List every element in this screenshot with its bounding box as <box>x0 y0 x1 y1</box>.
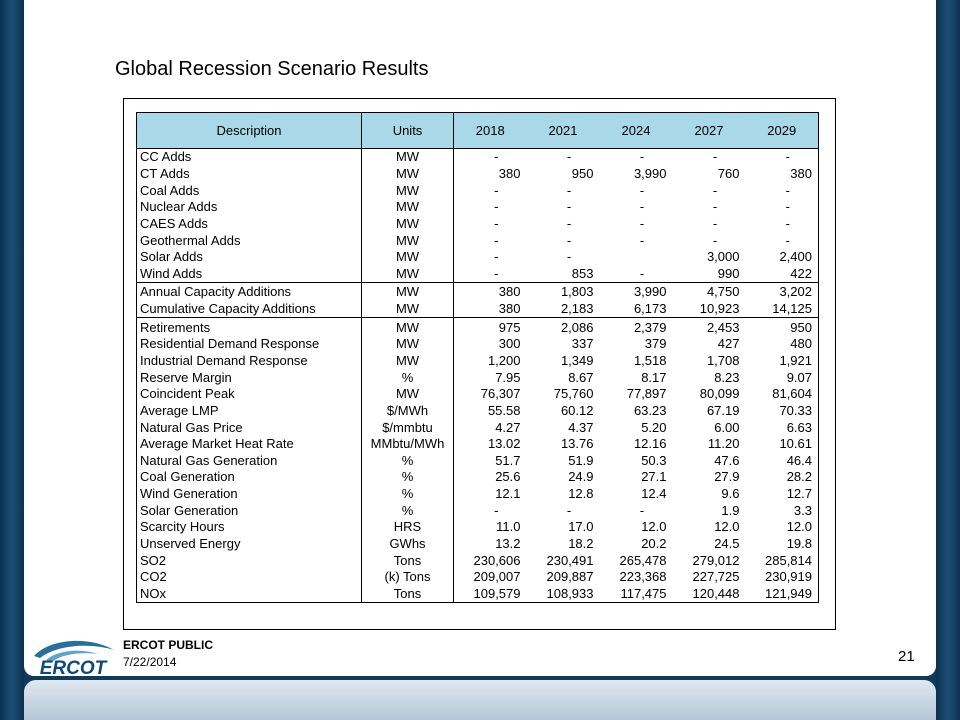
row-units: MW <box>362 182 454 199</box>
row-value-2021: 209,887 <box>546 569 594 585</box>
header-description: Description <box>137 113 362 149</box>
row-value-2021: - <box>566 502 572 518</box>
row-value-2021: 4.37 <box>568 419 594 435</box>
row-value-2027: 120,448 <box>673 586 746 603</box>
row-value-2029: 480 <box>746 336 819 353</box>
row-value-2024: 5.20 <box>641 419 667 435</box>
table-row <box>137 353 819 370</box>
row-value-2024: - <box>639 215 645 231</box>
row-value-2018: - <box>494 199 499 215</box>
row-value-2029: 46.4 <box>746 453 819 470</box>
row-units: % <box>362 486 454 503</box>
row-value-2021: 230,491 <box>546 552 594 568</box>
header-year-2027: 2027 <box>673 113 746 149</box>
row-units: GWhs <box>362 536 454 553</box>
row-value-2018: 51.7 <box>495 452 521 468</box>
row-description: Coal Adds <box>137 182 362 199</box>
row-value-2029: 14,125 <box>746 301 819 318</box>
row-value-2029: 380 <box>746 166 819 183</box>
row-value-2021: 1,349 <box>560 353 594 368</box>
row-units: MW <box>362 336 454 353</box>
row-units: Tons <box>362 586 454 603</box>
table-row <box>137 249 819 266</box>
row-value-2021: 13.76 <box>560 436 594 452</box>
table-row <box>137 199 819 216</box>
row-value-2018: - <box>494 249 499 265</box>
row-value-2024: 12.0 <box>641 519 667 535</box>
row-units: MW <box>362 265 454 282</box>
row-value-2029: 422 <box>746 265 819 282</box>
row-description: Natural Gas Price <box>137 419 362 436</box>
row-value-2029: 28.2 <box>746 469 819 486</box>
row-value-2024: - <box>639 502 645 518</box>
row-value-2027: 67.19 <box>706 402 740 418</box>
row-value-2018: - <box>494 232 499 248</box>
table-row <box>137 386 819 403</box>
row-value-2018: - <box>494 215 499 231</box>
row-value-2021: 1,803 <box>560 284 594 300</box>
row-value-2027: 9.6 <box>721 486 740 502</box>
row-value-2029: 1,921 <box>746 353 819 370</box>
row-value-2024: 27.1 <box>641 469 667 485</box>
row-value-2018: 975 <box>498 319 521 335</box>
row-description: Unserved Energy <box>137 536 362 553</box>
results-table <box>136 112 819 603</box>
table-body <box>137 149 819 603</box>
row-value-2018: - <box>494 182 499 198</box>
row-value-2021: - <box>566 182 572 198</box>
row-value-2021: 853 <box>527 265 600 282</box>
row-value-2029: 19.8 <box>746 536 819 553</box>
table-row <box>137 552 819 569</box>
row-units: MW <box>362 199 454 216</box>
row-units: MW <box>362 301 454 318</box>
row-value-2021: 51.9 <box>568 452 594 468</box>
row-units: HRS <box>362 519 454 536</box>
row-value-2029: 9.07 <box>746 369 819 386</box>
row-description: Coal Generation <box>137 469 362 486</box>
row-value-2024: 223,368 <box>619 569 667 585</box>
row-value-2024: - <box>639 149 645 165</box>
row-value-2027: 24.5 <box>714 536 740 552</box>
row-units: % <box>362 502 454 519</box>
row-description: Residential Demand Response <box>137 336 362 353</box>
row-value-2027: 12.0 <box>714 519 740 535</box>
row-description: Average Market Heat Rate <box>137 436 362 453</box>
row-units: MW <box>362 386 454 403</box>
row-value-2018: 230,606 <box>473 552 521 568</box>
table-row <box>137 369 819 386</box>
row-value-2027: 8.23 <box>714 369 740 385</box>
row-units: $/mmbtu <box>362 419 454 436</box>
row-value-2021: 18.2 <box>568 536 594 552</box>
table-row <box>137 232 819 249</box>
table-row <box>137 149 819 166</box>
row-units: Tons <box>362 552 454 569</box>
table-row <box>137 569 819 586</box>
row-value-2018: 380 <box>454 301 527 318</box>
row-units: % <box>362 469 454 486</box>
row-value-2029: - <box>746 216 819 233</box>
row-description: CO2 <box>137 569 362 586</box>
row-value-2021: 24.9 <box>568 469 594 485</box>
row-description: Solar Adds <box>137 249 362 266</box>
row-units: MW <box>362 216 454 233</box>
row-description: Nuclear Adds <box>137 199 362 216</box>
row-description: Scarcity Hours <box>137 519 362 536</box>
row-units: MW <box>362 353 454 370</box>
row-value-2018: 13.2 <box>495 536 521 552</box>
row-value-2024: 77,897 <box>626 386 667 402</box>
row-description: NOx <box>137 586 362 603</box>
ercot-logo <box>28 636 118 680</box>
row-description: Natural Gas Generation <box>137 453 362 470</box>
table-row <box>137 453 819 470</box>
row-value-2029: - <box>746 182 819 199</box>
row-value-2018: 76,307 <box>480 386 521 402</box>
row-value-2027: 2,453 <box>706 319 740 335</box>
row-value-2027: 760 <box>717 165 740 181</box>
row-description: Coincident Peak <box>137 386 362 403</box>
page-number: 21 <box>898 648 915 665</box>
row-value-2021: 950 <box>571 165 594 181</box>
row-value-2021: 2,086 <box>560 319 594 335</box>
footer-band <box>24 680 936 720</box>
row-value-2029: 3.3 <box>746 502 819 519</box>
table-row <box>137 265 819 282</box>
header-year-2018: 2018 <box>454 113 527 149</box>
table-row <box>137 166 819 183</box>
logo-wordmark: ERCOT <box>39 658 107 679</box>
row-value-2027: 227,725 <box>692 569 740 585</box>
row-value-2021: - <box>566 215 572 231</box>
row-units: % <box>362 369 454 386</box>
row-value-2018: 55.58 <box>487 402 521 418</box>
row-value-2018: 300 <box>498 336 521 352</box>
row-value-2024: - <box>639 232 645 248</box>
row-value-2024: 12.16 <box>633 436 667 452</box>
row-description: SO2 <box>137 552 362 569</box>
row-value-2029: 3,202 <box>746 283 819 301</box>
row-value-2018: - <box>494 149 499 165</box>
row-value-2021: - <box>566 249 572 265</box>
row-description: Solar Generation <box>137 502 362 519</box>
row-value-2021: 2,183 <box>527 301 600 318</box>
header-year-2029: 2029 <box>746 113 819 149</box>
row-value-2027: - <box>712 182 718 198</box>
row-value-2029: 10.61 <box>746 436 819 453</box>
row-value-2027: 1,708 <box>706 353 740 368</box>
footer-classification: ERCOT PUBLIC <box>123 638 213 652</box>
row-value-2024: 3,990 <box>633 284 667 300</box>
row-value-2027: 47.6 <box>714 452 740 468</box>
table-row <box>137 536 819 553</box>
row-value-2024: 265,478 <box>619 552 667 568</box>
row-description: Average LMP <box>137 403 362 420</box>
row-units: $/MWh <box>362 403 454 420</box>
row-value-2029: 6.63 <box>746 419 819 436</box>
row-value-2029: - <box>746 149 819 166</box>
row-value-2018: 380 <box>498 165 521 181</box>
row-units: MW <box>362 283 454 301</box>
row-value-2018: 25.6 <box>495 469 521 485</box>
row-description: Wind Adds <box>137 265 362 282</box>
row-value-2018: 11.0 <box>496 519 521 535</box>
row-value-2027: 427 <box>717 336 740 352</box>
row-units: MW <box>362 249 454 266</box>
row-value-2018: 1,200 <box>487 353 521 368</box>
row-value-2029: 70.33 <box>746 403 819 420</box>
row-value-2029: 950 <box>746 318 819 336</box>
row-units: MW <box>362 149 454 166</box>
table-row <box>137 318 819 336</box>
row-value-2029: 12.7 <box>746 486 819 503</box>
row-value-2021: - <box>566 199 572 215</box>
table-row <box>137 403 819 420</box>
row-value-2018: 12.1 <box>495 486 521 502</box>
table-row <box>137 519 819 536</box>
row-value-2024: 379 <box>644 336 667 352</box>
row-value-2027: 990 <box>673 265 746 282</box>
row-value-2021: 337 <box>571 336 594 352</box>
table-header-row <box>137 113 819 149</box>
row-value-2021: 12.8 <box>568 486 594 502</box>
row-value-2024: 6,173 <box>600 301 673 318</box>
row-value-2018: 109,579 <box>454 586 527 603</box>
row-value-2024: 63.23 <box>633 402 667 418</box>
row-value-2024: 50.3 <box>641 452 667 468</box>
left-frame-edge <box>0 0 24 720</box>
row-value-2018: 13.02 <box>487 436 521 452</box>
row-units: MW <box>362 232 454 249</box>
row-value-2024 <box>600 249 673 266</box>
row-value-2024: 20.2 <box>641 536 667 552</box>
row-value-2018: 4.27 <box>495 419 521 435</box>
row-description: Annual Capacity Additions <box>137 283 362 301</box>
row-value-2027: 1.9 <box>721 502 740 518</box>
row-value-2018: 7.95 <box>495 369 521 385</box>
row-description: Geothermal Adds <box>137 232 362 249</box>
row-value-2027: 10,923 <box>673 301 746 318</box>
header-year-2024: 2024 <box>600 113 673 149</box>
row-value-2024: - <box>600 265 673 282</box>
table-row <box>137 301 819 318</box>
footer-date: 7/22/2014 <box>123 655 177 669</box>
row-value-2021: 60.12 <box>560 402 594 418</box>
row-description: CC Adds <box>137 149 362 166</box>
row-value-2018: 209,007 <box>473 569 521 585</box>
row-description: Industrial Demand Response <box>137 353 362 370</box>
slide-title: Global Recession Scenario Results <box>115 58 429 80</box>
row-value-2027: 4,750 <box>706 284 740 300</box>
row-value-2029: 2,400 <box>746 249 819 266</box>
row-value-2024: 3,990 <box>633 165 667 181</box>
header-year-2021: 2021 <box>527 113 600 149</box>
row-value-2027: - <box>712 199 718 215</box>
row-value-2024: - <box>639 182 645 198</box>
row-units: (k) Tons <box>362 569 454 586</box>
row-value-2024: - <box>639 199 645 215</box>
row-units: MW <box>362 318 454 336</box>
row-value-2027: - <box>712 215 718 231</box>
row-description: CAES Adds <box>137 216 362 233</box>
row-value-2029: 121,949 <box>746 586 819 603</box>
table-row <box>137 436 819 453</box>
row-value-2027: 279,012 <box>692 552 740 568</box>
row-value-2027: 6.00 <box>714 419 740 435</box>
table-row <box>137 502 819 519</box>
row-description: Retirements <box>137 318 362 336</box>
row-value-2027: 27.9 <box>714 469 740 485</box>
row-value-2021: 8.67 <box>568 369 594 385</box>
table-row <box>137 182 819 199</box>
row-description: CT Adds <box>137 166 362 183</box>
table-row <box>137 419 819 436</box>
row-value-2021: 108,933 <box>527 586 600 603</box>
row-value-2024: 12.4 <box>641 486 667 502</box>
row-description: Reserve Margin <box>137 369 362 386</box>
row-value-2027: - <box>712 149 718 165</box>
table-row <box>137 486 819 503</box>
row-value-2021: - <box>566 149 572 165</box>
table-row <box>137 469 819 486</box>
row-value-2018: - <box>454 265 527 282</box>
row-value-2021: - <box>566 232 572 248</box>
row-value-2029: - <box>746 232 819 249</box>
row-description: Cumulative Capacity Additions <box>137 301 362 318</box>
row-value-2029: 285,814 <box>746 552 819 569</box>
row-value-2027: 3,000 <box>706 249 740 265</box>
table-row <box>137 336 819 353</box>
row-value-2024: 117,475 <box>600 586 673 603</box>
table-row <box>137 283 819 301</box>
row-value-2029: 230,919 <box>746 569 819 586</box>
row-value-2027: 80,099 <box>699 386 740 402</box>
row-value-2021: 75,760 <box>553 386 594 402</box>
table-row <box>137 216 819 233</box>
row-value-2024: 8.17 <box>641 369 667 385</box>
row-value-2027: 11.20 <box>707 436 740 452</box>
row-description: Wind Generation <box>137 486 362 503</box>
row-value-2024: 1,518 <box>633 353 667 368</box>
row-value-2029: - <box>746 199 819 216</box>
row-units: % <box>362 453 454 470</box>
row-value-2021: 17.0 <box>568 519 594 535</box>
row-units: MMbtu/MWh <box>362 436 454 453</box>
header-units: Units <box>362 113 454 149</box>
row-value-2018: - <box>494 502 499 518</box>
right-frame-edge <box>936 0 960 720</box>
row-value-2018: 380 <box>498 284 521 300</box>
table-row <box>137 586 819 603</box>
row-value-2027: - <box>712 232 718 248</box>
row-value-2029: 12.0 <box>746 519 819 536</box>
row-units: MW <box>362 166 454 183</box>
row-value-2024: 2,379 <box>633 319 667 335</box>
row-value-2029: 81,604 <box>746 386 819 403</box>
